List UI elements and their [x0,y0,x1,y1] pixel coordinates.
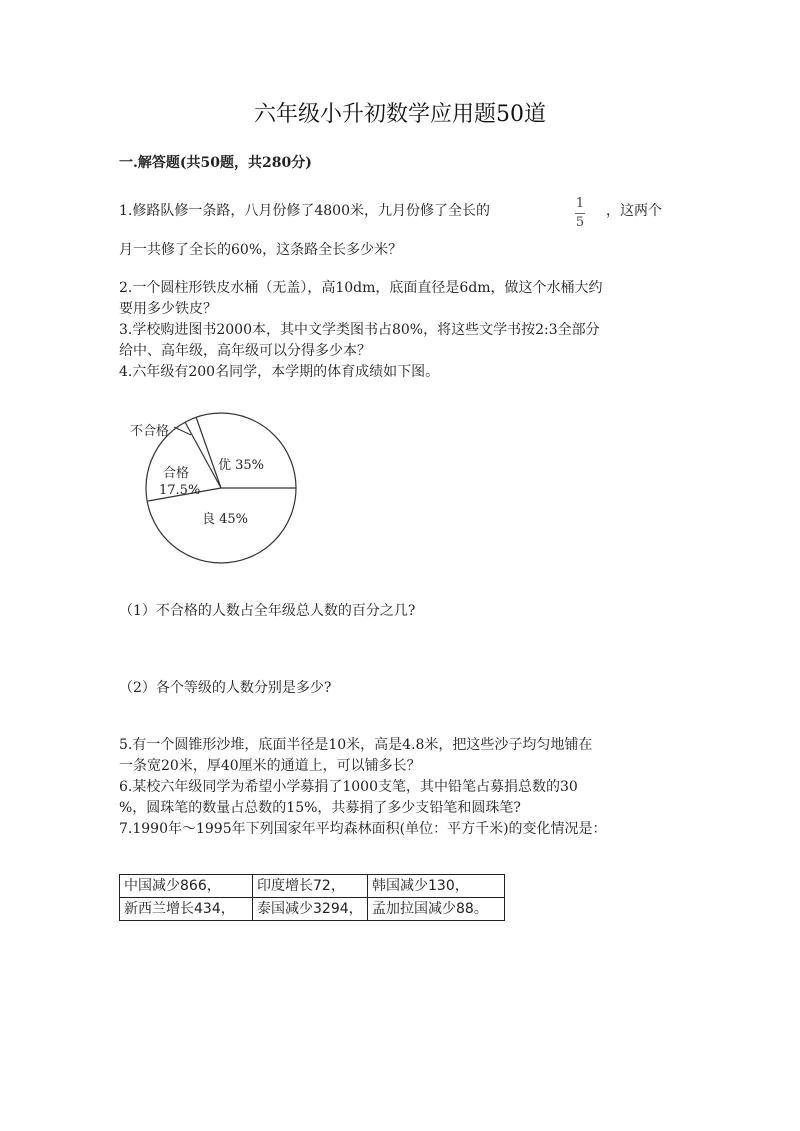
pie-label-pass: 合格 [163,466,190,481]
table-cell: 中国减少866， [120,875,253,898]
pie-label-excellent: 优 35% [218,458,265,473]
pie-divider-fail-excellent [196,417,221,488]
q1-fraction-denominator: 5 [575,215,585,230]
table-cell: 新西兰增长434， [120,898,253,921]
section-heading: 一.解答题(共50题，共280分) [119,155,312,171]
q4-sub1: （1）不合格的人数占全年级总人数的百分之几? [119,603,416,619]
q1-fraction-bar [575,213,585,214]
q1-line2: 月一共修了全长的60%，这条路全长多少米？ [119,242,403,258]
table-row [120,875,505,898]
q4-sub2: （2）各个等级的人数分别是多少? [119,680,332,696]
q2-line1: 2.一个圆柱形铁皮水桶（无盖），高10dm，底面直径是6dm，做这个水桶大约 [119,280,603,296]
q6-line2: %，圆珠笔的数量占总数的15%，共募捐了多少支铅笔和圆珠笔? [119,800,521,816]
q3-line2: 给中、高年级，高年级可以分得多少本？ [119,343,371,359]
q1-fraction-numerator: 1 [575,196,585,211]
page-title: 六年级小升初数学应用题50道 [254,102,546,127]
pie-divider-pass-fail [185,422,221,488]
q1-fraction [568,196,592,231]
q7-line1: 7.1990年～1995年下列国家年平均森林面积(单位：平方千米)的变化情况是： [119,821,607,837]
q5-line1: 5.有一个圆锥形沙堆，底面半径是10米，高是4.8米，把这些沙子均匀地铺在 [119,737,593,753]
pie-label-pass-value: 17.5% [159,483,201,498]
table-cell: 印度增长72， [253,875,368,898]
q6-line1: 6.某校六年级同学为希望小学募捐了1000支笔，其中铅笔占募捐总数的30 [119,779,578,795]
q3-line1: 3.学校购进图书2000本，其中文学类图书占80%，将这些文学书按2:3全部分 [119,322,600,338]
table-cell: 泰国减少3294， [253,898,368,921]
table-cell: 韩国减少130， [368,875,505,898]
q2-line2: 要用多少铁皮？ [119,301,217,317]
q5-line2: 一条宽20米，厚40厘米的通道上，可以铺多长？ [119,758,421,774]
forest-area-table [119,874,505,921]
pie-label-fail: 不合格 [130,424,170,439]
q1-line1-before: 1.修路队修一条路，八月份修了4800米，九月份修了全长的 [119,203,490,219]
table-row [120,898,505,921]
pie-label-good: 良 45% [202,512,249,527]
q4-line1: 4.六年级有200名同学，本学期的体育成绩如下图。 [119,364,440,380]
pie-chart [110,405,310,565]
table-cell: 孟加拉国减少88。 [368,898,505,921]
q1-line1-after: ，这两个 [606,203,662,219]
